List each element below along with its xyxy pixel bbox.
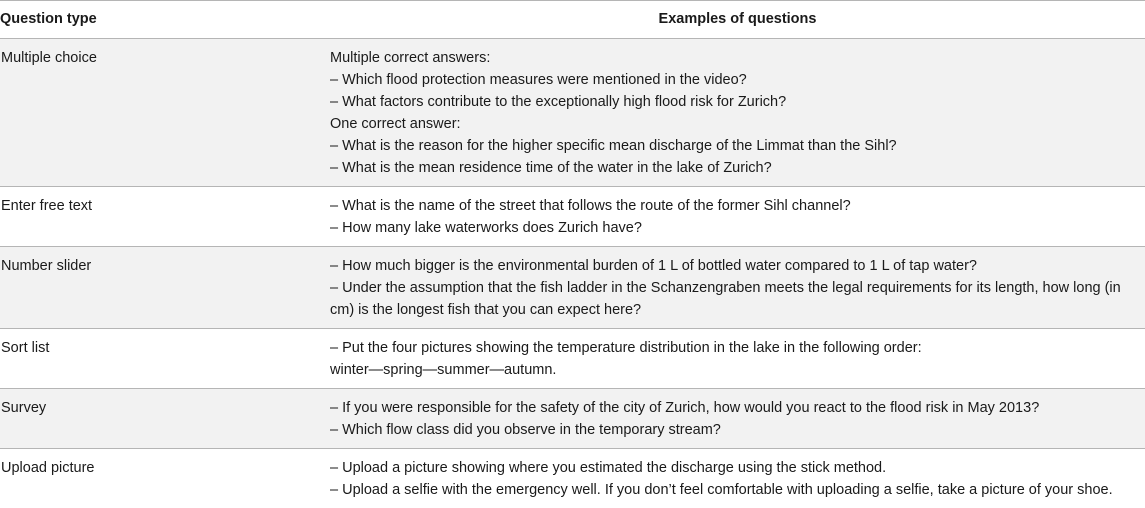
question-type-cell: Enter free text (0, 187, 330, 247)
header-examples: Examples of questions (330, 1, 1145, 39)
example-line: – Under the assumption that the fish ladder in the Schanzengraben meets the legal requirements for its length, how long (in cm) is the longest fish that you can expect here? (330, 277, 1139, 321)
table-row (0, 187, 1145, 247)
table-row (0, 389, 1145, 449)
examples-cell (330, 389, 1145, 449)
examples-cell (330, 247, 1145, 329)
table-body (0, 39, 1145, 508)
question-type-cell: Sort list (0, 329, 330, 389)
table-row (0, 247, 1145, 329)
example-line: – What factors contribute to the exceptionally high flood risk for Zurich? (330, 91, 1139, 113)
example-line: – Put the four pictures showing the temperature distribution in the lake in the following order: (330, 337, 1139, 359)
example-line: – Upload a selfie with the emergency well. If you don’t feel comfortable with uploading a selfie, take a picture of your shoe. (330, 479, 1139, 501)
example-line: winter—spring—summer—autumn. (330, 359, 1139, 381)
example-line: – Which flow class did you observe in the temporary stream? (330, 419, 1139, 441)
question-type-cell: Upload picture (0, 449, 330, 508)
examples-cell (330, 39, 1145, 187)
example-line: – What is the mean residence time of the water in the lake of Zurich? (330, 157, 1139, 179)
example-line: Multiple correct answers: (330, 47, 1139, 69)
table-row (0, 39, 1145, 187)
examples-cell (330, 449, 1145, 508)
header-question-type: Question type (0, 1, 330, 39)
examples-cell (330, 187, 1145, 247)
table-row (0, 449, 1145, 508)
example-line: – How much bigger is the environmental burden of 1 L of bottled water compared to 1 L of tap water? (330, 255, 1139, 277)
examples-cell (330, 329, 1145, 389)
question-type-cell: Survey (0, 389, 330, 449)
question-type-cell: Number slider (0, 247, 330, 329)
question-type-cell: Multiple choice (0, 39, 330, 187)
table-header-row (0, 1, 1145, 39)
table-row (0, 329, 1145, 389)
example-line: One correct answer: (330, 113, 1139, 135)
example-line: – Which flood protection measures were mentioned in the video? (330, 69, 1139, 91)
example-line: – How many lake waterworks does Zurich have? (330, 217, 1139, 239)
example-line: – If you were responsible for the safety of the city of Zurich, how would you react to the flood risk in May 2013? (330, 397, 1139, 419)
example-line: – What is the name of the street that follows the route of the former Sihl channel? (330, 195, 1139, 217)
example-line: – Upload a picture showing where you estimated the discharge using the stick method. (330, 457, 1139, 479)
example-line: – What is the reason for the higher specific mean discharge of the Limmat than the Sihl? (330, 135, 1139, 157)
